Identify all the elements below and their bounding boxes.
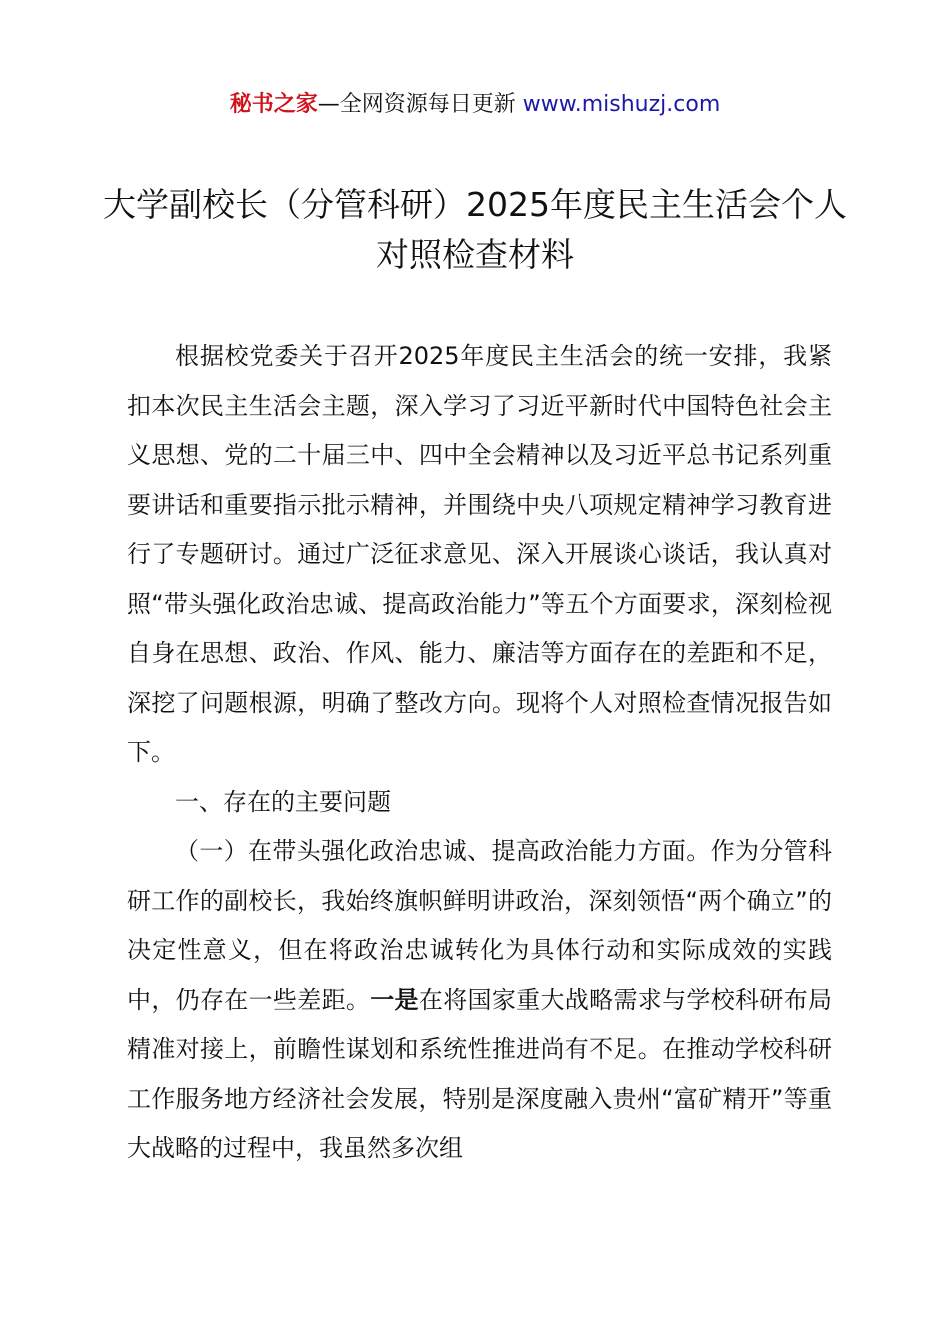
subsection-text-after: 在将国家重大战略需求与学校科研布局精准对接上，前瞻性谋划和系统性推进尚有不足。在推动学校科研工作服务地方经济社会发展，特别是深度融入贵州“富矿精开”等重大战略的过程中，我虽然多次组 xyxy=(127,985,833,1162)
site-slogan: —全网资源每日更新 xyxy=(317,92,523,117)
site-header xyxy=(0,88,950,122)
document-body xyxy=(127,332,832,1174)
subsection-paragraph xyxy=(127,827,832,1174)
intro-paragraph: 根据校党委关于召开2025年度民主生活会的统一安排，我紧扣本次民主生活会主题，深入学习了习近平新时代中国特色社会主义思想、党的二十届三中、四中全会精神以及习近平总书记系列重要讲话和重要指示批示精神，并围绕中央八项规定精神学习教育进行了专题研讨。通过广泛征求意见、深入开展谈心谈话，我认真对照“带头强化政治忠诚、提高政治能力”等五个方面要求，深刻检视自身在思想、政治、作风、能力、廉洁等方面存在的差距和不足，深挖了问题根源，明确了整改方向。现将个人对照检查情况报告如下。 xyxy=(127,342,832,766)
section-heading: 一、存在的主要问题 xyxy=(175,787,391,816)
site-url-link[interactable]: www.mishuzj.com xyxy=(522,92,721,117)
document-title: 大学副校长（分管科研）2025年度民主生活会个人对照检查材料 xyxy=(103,185,847,274)
site-name: 秘书之家 xyxy=(229,92,318,117)
point-one-label: 一是 xyxy=(370,985,419,1014)
subsection-text-before: （一）在带头强化政治忠诚、提高政治能力方面。作为分管科研工作的副校长，我始终旗帜鲜明讲政治，深刻领悟“两个确立”的决定性意义，但在将政治忠诚转化为具体行动和实际成效的实践中，仍存在一些差距。 xyxy=(127,837,832,1014)
